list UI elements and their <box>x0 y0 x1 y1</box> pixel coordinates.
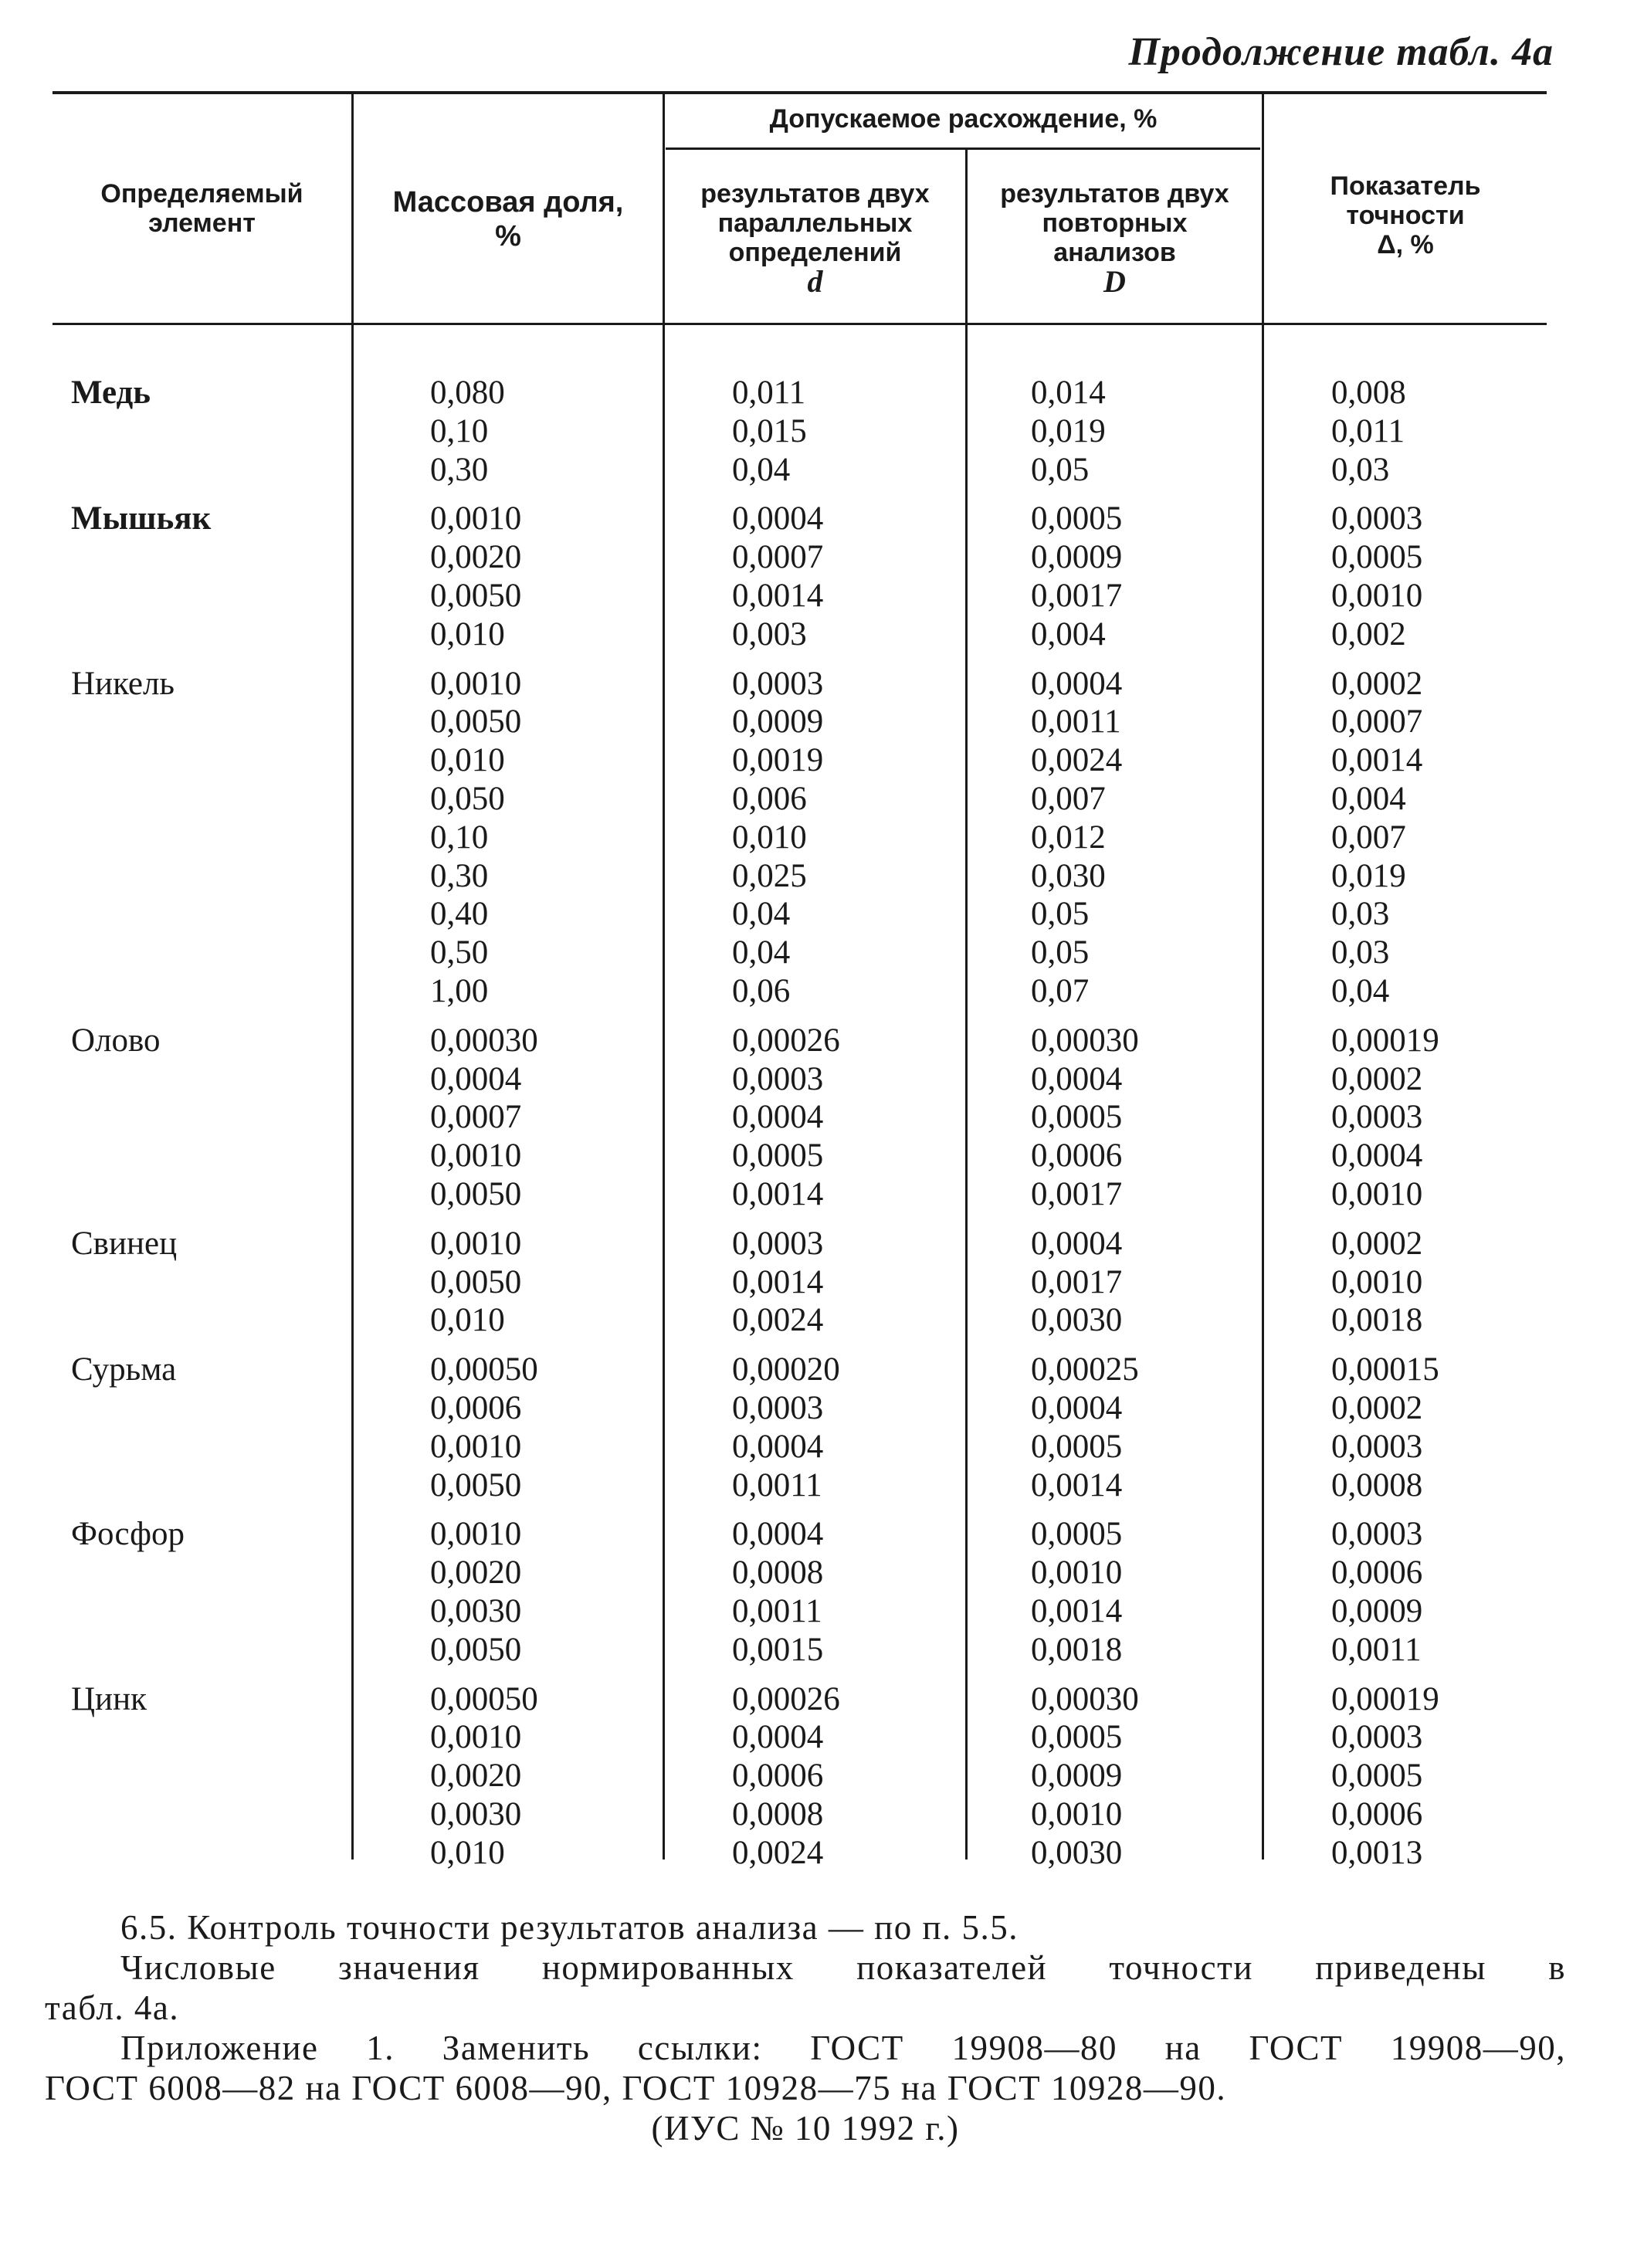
table-caption: Продолжение табл. 4а <box>1128 30 1554 74</box>
repeat-diff-cell: 0,05 <box>1031 451 1090 488</box>
element-name: Никель <box>71 665 175 702</box>
note-control: 6.5. Контроль точности результатов анализа — по п. 5.5. <box>120 1908 1019 1947</box>
table-row <box>0 741 1627 780</box>
header-mass-fraction: Массовая доля, % <box>392 186 624 253</box>
table-row <box>0 1137 1627 1175</box>
repeat-diff-cell: 0,05 <box>1031 934 1090 971</box>
accuracy-cell: 0,00019 <box>1331 1680 1439 1717</box>
repeat-diff-cell: 0,0014 <box>1031 1592 1123 1629</box>
mass-fraction-cell: 0,0050 <box>430 703 522 741</box>
note-values-line1: Числовые значения нормированных показателей точности приведены в <box>120 1948 1566 1987</box>
accuracy-cell: 0,0005 <box>1331 539 1423 576</box>
parallel-diff-cell: 0,011 <box>732 375 806 411</box>
element-name: Цинк <box>71 1680 147 1717</box>
mass-fraction-cell: 0,0020 <box>430 1758 522 1795</box>
ius-reference: (ИУС № 10 1992 г.) <box>651 2109 960 2148</box>
accuracy-cell: 0,0003 <box>1331 1516 1423 1553</box>
table-row <box>0 1175 1627 1214</box>
accuracy-cell: 0,0003 <box>1331 1428 1423 1465</box>
table-row <box>0 972 1627 1011</box>
accuracy-cell: 0,0007 <box>1331 703 1423 741</box>
element-name: Олово <box>71 1022 161 1059</box>
table-row <box>0 1795 1627 1834</box>
repeat-diff-cell: 0,0005 <box>1031 1516 1123 1553</box>
mass-fraction-cell: 0,0030 <box>430 1795 522 1832</box>
header-repeat: результатов двух повторных анализов D <box>1000 179 1229 299</box>
table-row <box>0 1351 1627 1389</box>
parallel-diff-cell: 0,0003 <box>732 1225 824 1262</box>
parallel-diff-cell: 0,0014 <box>732 577 824 614</box>
parallel-diff-cell: 0,0011 <box>732 1592 822 1629</box>
parallel-diff-cell: 0,0014 <box>732 1175 824 1212</box>
table-row <box>0 1022 1627 1060</box>
parallel-diff-cell: 0,0011 <box>732 1466 822 1504</box>
table-row <box>0 934 1627 972</box>
mass-fraction-cell: 0,080 <box>430 375 505 411</box>
repeat-diff-cell: 0,019 <box>1031 412 1106 449</box>
parallel-diff-cell: 0,0015 <box>732 1631 824 1668</box>
parallel-diff-cell: 0,0003 <box>732 1389 824 1426</box>
repeat-diff-cell: 0,0030 <box>1031 1834 1123 1871</box>
mass-fraction-cell: 0,0007 <box>430 1099 522 1136</box>
repeat-diff-cell: 0,0017 <box>1031 1175 1123 1212</box>
repeat-diff-cell: 0,05 <box>1031 896 1090 933</box>
mass-fraction-cell: 0,10 <box>430 412 489 449</box>
repeat-diff-cell: 0,030 <box>1031 857 1106 894</box>
mass-fraction-cell: 0,0050 <box>430 1631 522 1668</box>
parallel-diff-cell: 0,0024 <box>732 1834 824 1871</box>
table-row <box>0 374 1627 412</box>
mass-fraction-cell: 1,00 <box>430 972 489 1009</box>
accuracy-cell: 0,0002 <box>1331 1389 1423 1426</box>
parallel-diff-cell: 0,0014 <box>732 1263 824 1300</box>
accuracy-cell: 0,0010 <box>1331 1263 1423 1300</box>
accuracy-cell: 0,0003 <box>1331 1099 1423 1136</box>
element-name: Свинец <box>71 1225 178 1262</box>
mass-fraction-cell: 0,0020 <box>430 539 522 576</box>
mass-fraction-cell: 0,10 <box>430 819 489 856</box>
mass-fraction-cell: 0,0050 <box>430 1263 522 1300</box>
table-top-rule <box>53 91 1547 94</box>
element-group <box>0 1515 1627 1669</box>
accuracy-cell: 0,0002 <box>1331 665 1423 702</box>
repeat-diff-cell: 0,0024 <box>1031 742 1123 779</box>
mass-fraction-cell: 0,40 <box>430 896 489 933</box>
mass-fraction-cell: 0,0050 <box>430 1175 522 1212</box>
repeat-diff-cell: 0,00030 <box>1031 1680 1139 1717</box>
accuracy-cell: 0,0006 <box>1331 1554 1423 1592</box>
mass-fraction-cell: 0,0010 <box>430 1428 522 1465</box>
accuracy-cell: 0,03 <box>1331 896 1390 933</box>
parallel-diff-cell: 0,0004 <box>732 1428 824 1465</box>
parallel-diff-cell: 0,00020 <box>732 1351 840 1388</box>
parallel-diff-cell: 0,0003 <box>732 1060 824 1097</box>
table-row <box>0 1834 1627 1873</box>
parallel-diff-cell: 0,0004 <box>732 1516 824 1553</box>
mass-fraction-cell: 0,050 <box>430 780 505 817</box>
mass-fraction-cell: 0,0010 <box>430 665 522 702</box>
accuracy-cell: 0,03 <box>1331 934 1390 971</box>
accuracy-cell: 0,00015 <box>1331 1351 1439 1388</box>
repeat-diff-cell: 0,0005 <box>1031 500 1123 537</box>
mass-fraction-cell: 0,010 <box>430 1302 505 1339</box>
header-accuracy: Показатель точности Δ, % <box>1330 171 1481 259</box>
repeat-diff-cell: 0,00030 <box>1031 1022 1139 1059</box>
parallel-diff-cell: 0,0007 <box>732 539 824 576</box>
element-name: Медь <box>71 375 151 411</box>
repeat-diff-cell: 0,0010 <box>1031 1554 1123 1592</box>
repeat-diff-cell: 0,007 <box>1031 780 1106 817</box>
accuracy-cell: 0,007 <box>1331 819 1406 856</box>
mass-fraction-cell: 0,010 <box>430 1834 505 1871</box>
parallel-diff-cell: 0,04 <box>732 934 791 971</box>
repeat-diff-cell: 0,0030 <box>1031 1302 1123 1339</box>
mass-fraction-cell: 0,0010 <box>430 1516 522 1553</box>
parallel-diff-cell: 0,0008 <box>732 1554 824 1592</box>
mass-fraction-cell: 0,010 <box>430 742 505 779</box>
table-row <box>0 1757 1627 1795</box>
parallel-diff-cell: 0,006 <box>732 780 807 817</box>
accuracy-cell: 0,0010 <box>1331 577 1423 614</box>
parallel-diff-cell: 0,04 <box>732 896 791 933</box>
accuracy-cell: 0,008 <box>1331 375 1406 411</box>
accuracy-cell: 0,0003 <box>1331 1719 1423 1756</box>
repeat-diff-cell: 0,004 <box>1031 615 1106 653</box>
accuracy-cell: 0,0009 <box>1331 1592 1423 1629</box>
mass-fraction-cell: 0,0020 <box>430 1554 522 1592</box>
parallel-diff-cell: 0,0004 <box>732 1719 824 1756</box>
table-row <box>0 665 1627 703</box>
element-group <box>0 665 1627 1011</box>
notes-block <box>45 1907 1566 2148</box>
accuracy-cell: 0,0005 <box>1331 1758 1423 1795</box>
element-name: Мышьяк <box>71 500 212 537</box>
accuracy-cell: 0,004 <box>1331 780 1406 817</box>
table-row <box>0 577 1627 615</box>
allowed-underline <box>666 147 1260 150</box>
accuracy-cell: 0,03 <box>1331 451 1390 488</box>
header-allowed-difference: Допускаемое расхождение, % <box>769 104 1158 134</box>
table-row <box>0 500 1627 538</box>
element-name: Фосфор <box>71 1516 185 1553</box>
accuracy-cell: 0,0010 <box>1331 1175 1423 1212</box>
repeat-diff-cell: 0,0005 <box>1031 1099 1123 1136</box>
mass-fraction-cell: 0,0006 <box>430 1389 522 1426</box>
header-bottom-rule <box>53 323 1547 325</box>
mass-fraction-cell: 0,0010 <box>430 1719 522 1756</box>
element-group <box>0 374 1627 489</box>
mass-fraction-cell: 0,0010 <box>430 1137 522 1175</box>
parallel-diff-cell: 0,00026 <box>732 1022 840 1059</box>
element-group <box>0 1680 1627 1873</box>
repeat-diff-cell: 0,012 <box>1031 819 1106 856</box>
mass-fraction-cell: 0,0030 <box>430 1592 522 1629</box>
repeat-diff-cell: 0,0011 <box>1031 703 1121 741</box>
repeat-diff-cell: 0,0005 <box>1031 1428 1123 1465</box>
parallel-diff-cell: 0,0003 <box>732 665 824 702</box>
table-row <box>0 1098 1627 1137</box>
repeat-diff-cell: 0,0006 <box>1031 1137 1123 1175</box>
table-row <box>0 780 1627 819</box>
table-row <box>0 1389 1627 1428</box>
accuracy-cell: 0,0003 <box>1331 500 1423 537</box>
table-row <box>0 615 1627 654</box>
parallel-diff-cell: 0,0008 <box>732 1795 824 1832</box>
table-row <box>0 895 1627 934</box>
header-element: Определяемый элемент <box>100 179 303 238</box>
parallel-diff-cell: 0,003 <box>732 615 807 653</box>
mass-fraction-cell: 0,0050 <box>430 577 522 614</box>
accuracy-cell: 0,002 <box>1331 615 1406 653</box>
parallel-diff-cell: 0,025 <box>732 857 807 894</box>
accuracy-cell: 0,011 <box>1331 412 1405 449</box>
mass-fraction-cell: 0,010 <box>430 615 505 653</box>
table-row <box>0 1718 1627 1757</box>
repeat-diff-cell: 0,00025 <box>1031 1351 1139 1388</box>
repeat-diff-cell: 0,0009 <box>1031 1758 1123 1795</box>
header-parallel: результатов двух параллельных определений d <box>700 179 930 299</box>
mass-fraction-cell: 0,0050 <box>430 1466 522 1504</box>
accuracy-cell: 0,0002 <box>1331 1225 1423 1262</box>
element-group <box>0 500 1627 653</box>
repeat-diff-cell: 0,014 <box>1031 375 1106 411</box>
table-row <box>0 1592 1627 1631</box>
note-appendix-line2: ГОСТ 6008—82 на ГОСТ 6008—90, ГОСТ 10928—75 на ГОСТ 10928—90. <box>45 2069 1227 2107</box>
mass-fraction-cell: 0,0010 <box>430 500 522 537</box>
parallel-diff-cell: 0,0006 <box>732 1758 824 1795</box>
accuracy-cell: 0,0018 <box>1331 1302 1423 1339</box>
mass-fraction-cell: 0,0004 <box>430 1060 522 1097</box>
table-row <box>0 451 1627 490</box>
parallel-diff-cell: 0,04 <box>732 451 791 488</box>
mass-fraction-cell: 0,0010 <box>430 1225 522 1262</box>
accuracy-cell: 0,00019 <box>1331 1022 1439 1059</box>
parallel-diff-cell: 0,00026 <box>732 1680 840 1717</box>
table-row <box>0 1680 1627 1719</box>
table-row <box>0 1301 1627 1340</box>
mass-fraction-cell: 0,00030 <box>430 1022 538 1059</box>
mass-fraction-cell: 0,00050 <box>430 1680 538 1717</box>
table-row <box>0 1466 1627 1505</box>
repeat-diff-cell: 0,0010 <box>1031 1795 1123 1832</box>
parallel-diff-cell: 0,015 <box>732 412 807 449</box>
table-row <box>0 819 1627 857</box>
table-row <box>0 412 1627 451</box>
mass-fraction-cell: 0,30 <box>430 451 489 488</box>
repeat-diff-cell: 0,0004 <box>1031 1389 1123 1426</box>
repeat-diff-cell: 0,0004 <box>1031 665 1123 702</box>
element-group <box>0 1022 1627 1214</box>
table-row <box>0 703 1627 741</box>
table-row <box>0 1428 1627 1466</box>
parallel-diff-cell: 0,0009 <box>732 703 824 741</box>
table-row <box>0 1631 1627 1670</box>
parallel-diff-cell: 0,0005 <box>732 1137 824 1175</box>
table-row <box>0 1060 1627 1099</box>
repeat-diff-cell: 0,0017 <box>1031 1263 1123 1300</box>
mass-fraction-cell: 0,30 <box>430 857 489 894</box>
table-row <box>0 1515 1627 1554</box>
parallel-diff-cell: 0,0004 <box>732 500 824 537</box>
accuracy-cell: 0,0002 <box>1331 1060 1423 1097</box>
accuracy-cell: 0,0008 <box>1331 1466 1423 1504</box>
repeat-diff-cell: 0,07 <box>1031 972 1090 1009</box>
accuracy-cell: 0,04 <box>1331 972 1390 1009</box>
accuracy-cell: 0,0014 <box>1331 742 1423 779</box>
element-group <box>0 1225 1627 1340</box>
parallel-diff-cell: 0,010 <box>732 819 807 856</box>
accuracy-cell: 0,019 <box>1331 857 1406 894</box>
accuracy-cell: 0,0011 <box>1331 1631 1422 1668</box>
table-body <box>0 363 1627 1872</box>
element-group <box>0 1351 1627 1504</box>
accuracy-cell: 0,0013 <box>1331 1834 1423 1871</box>
accuracy-cell: 0,0006 <box>1331 1795 1423 1832</box>
parallel-diff-cell: 0,0019 <box>732 742 824 779</box>
table-row <box>0 1225 1627 1263</box>
table-row <box>0 1554 1627 1592</box>
repeat-diff-cell: 0,0017 <box>1031 577 1123 614</box>
note-appendix-line1: Приложение 1. Заменить ссылки: ГОСТ 19908—80 на ГОСТ 19908—90, <box>120 2029 1566 2067</box>
repeat-diff-cell: 0,0014 <box>1031 1466 1123 1504</box>
table-row <box>0 538 1627 577</box>
table-row <box>0 1263 1627 1302</box>
mass-fraction-cell: 0,00050 <box>430 1351 538 1388</box>
repeat-diff-cell: 0,0004 <box>1031 1060 1123 1097</box>
note-values-line2: табл. 4а. <box>45 1988 180 2027</box>
accuracy-cell: 0,0004 <box>1331 1137 1423 1175</box>
parallel-diff-cell: 0,0004 <box>732 1099 824 1136</box>
table-row <box>0 857 1627 896</box>
parallel-diff-cell: 0,0024 <box>732 1302 824 1339</box>
element-name: Сурьма <box>71 1351 177 1388</box>
mass-fraction-cell: 0,50 <box>430 934 489 971</box>
repeat-diff-cell: 0,0018 <box>1031 1631 1123 1668</box>
repeat-diff-cell: 0,0005 <box>1031 1719 1123 1756</box>
repeat-diff-cell: 0,0004 <box>1031 1225 1123 1262</box>
repeat-diff-cell: 0,0009 <box>1031 539 1123 576</box>
parallel-diff-cell: 0,06 <box>732 972 791 1009</box>
